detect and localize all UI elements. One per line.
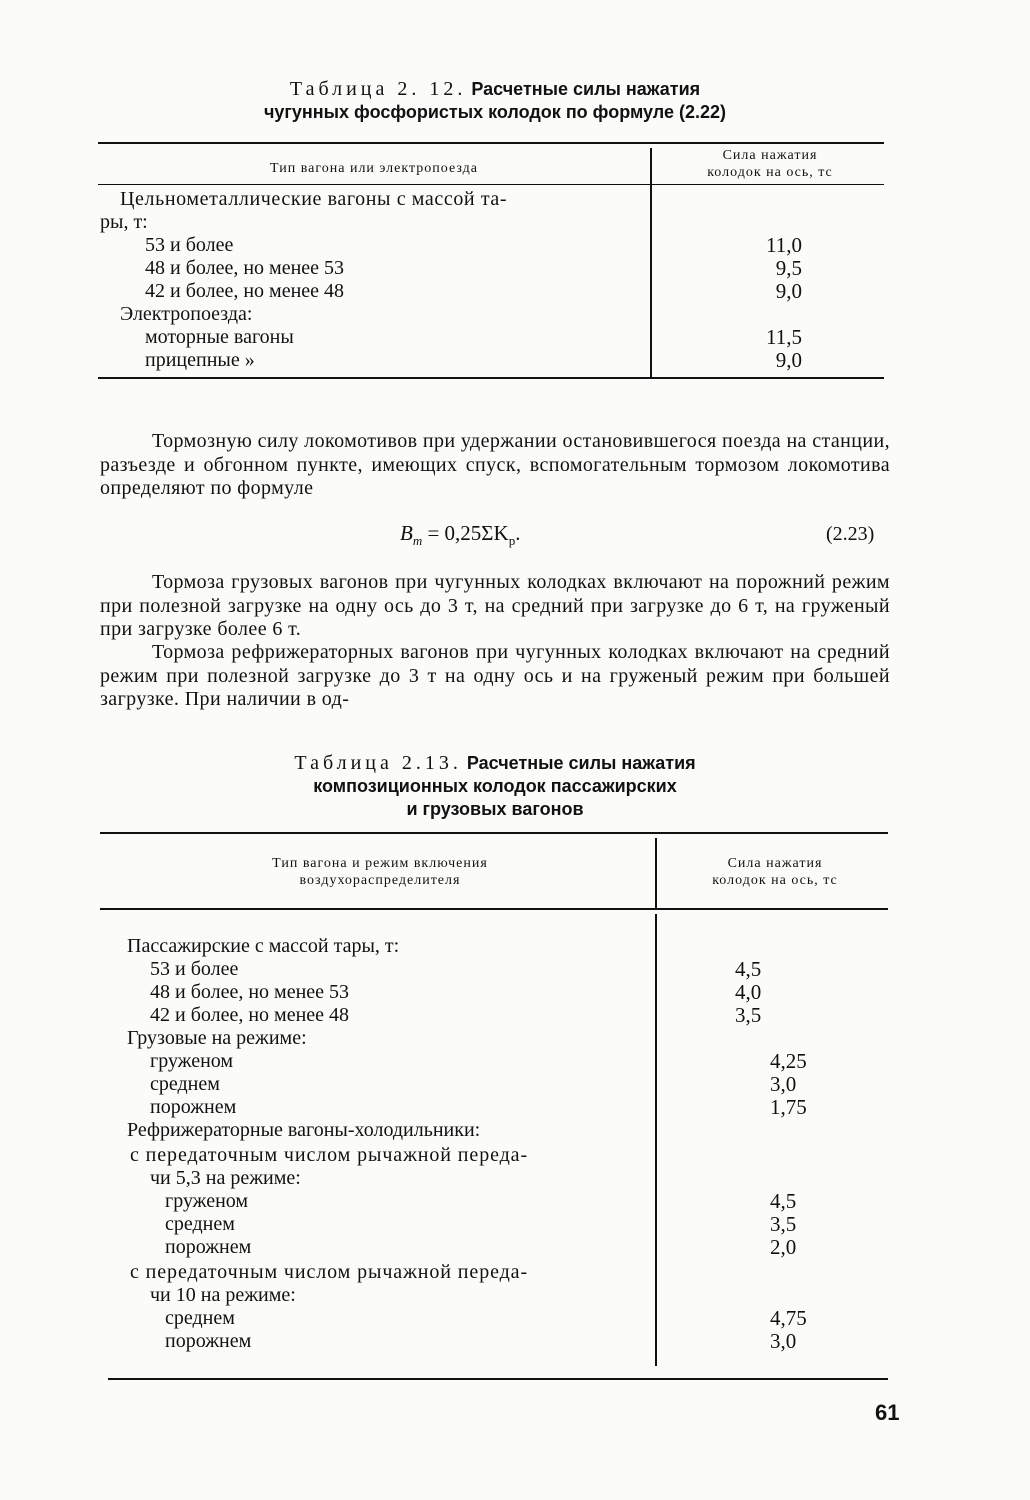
table-2-12-column-divider — [650, 148, 652, 377]
table-row-value: 9,0 — [775, 279, 802, 303]
table-row-value: 3,0 — [770, 1329, 797, 1353]
table-row-label: Электропоезда: — [120, 303, 253, 325]
table-row-value: 11,5 — [766, 325, 802, 349]
table-2-12-col2-header-line2: колодок на ось, тс — [707, 165, 833, 180]
table-row-label: Пассажирские с массой тары, т: — [127, 935, 400, 957]
table-2-13-title-line3: и грузовых вагонов — [406, 799, 584, 819]
table-2-12-title-line1: Расчетные силы нажатия — [471, 79, 701, 99]
table-row-value: 4,5 — [735, 957, 762, 981]
equation-lhs-subscript: т — [412, 533, 423, 549]
table-2-12-header-rule — [98, 184, 884, 185]
table-row-label: среднем — [165, 1307, 235, 1329]
table-row-label: с передаточным числом рычажной переда- — [130, 1261, 529, 1283]
table-row-label: Рефрижераторные вагоны-холодильники: — [127, 1119, 481, 1141]
table-row-value: 3,0 — [770, 1072, 797, 1096]
paragraph-refrigerator-wagon-modes: Тормоза рефрижераторных вагонов при чугунных колодках включают на средний режим при полезной загрузке до 3 т на одну ось и на груженый режим при большей загрузке. При наличии в од- — [100, 641, 890, 710]
table-row-label: среднем — [150, 1073, 220, 1095]
table-row-value: 3,5 — [770, 1212, 797, 1236]
paragraph-locomotive-brake-force: Тормозную силу локомотивов при удержании остановившегося поезда на станции, разъезде и обгонном пункте, имеющих спуск, вспомогательным тормозом локомотива определяют по формуле — [100, 430, 890, 499]
table-row-label: груженом — [150, 1050, 234, 1072]
table-row-label: 42 и более, но менее 48 — [145, 280, 345, 302]
table-2-12-col2-header — [655, 147, 885, 181]
table-row-value: 3,5 — [735, 1003, 762, 1027]
table-2-13-column-divider — [655, 914, 657, 1366]
table-2-13-header-rule — [100, 908, 888, 910]
table-2-12-label: Таблица 2. 12. — [289, 78, 467, 100]
table-row-value: 4,0 — [735, 980, 762, 1004]
equation-number: (2.23) — [826, 523, 875, 545]
table-row-value: 9,0 — [775, 348, 802, 372]
table-2-12-col1-header: Тип вагона или электропоезда — [270, 161, 478, 176]
equation-rhs-subscript: р — [508, 533, 516, 549]
table-2-12-bottom-rule — [98, 377, 884, 379]
table-2-13-header-divider — [655, 838, 657, 908]
table-row-label: 42 и более, но менее 48 — [150, 1004, 350, 1026]
table-row-label: прицепные » — [145, 349, 255, 371]
table-row-value: 4,5 — [770, 1189, 797, 1213]
table-2-13-col1-header — [110, 855, 650, 889]
table-row-label: чи 10 на режиме: — [150, 1284, 296, 1306]
table-row-label: 53 и более — [145, 234, 234, 256]
table-row-value: 1,75 — [770, 1095, 807, 1119]
table-2-12-title-line2: чугунных фосфористых колодок по формуле (2.22) — [263, 102, 727, 122]
table-row-label: порожнем — [150, 1096, 237, 1118]
table-row-label: среднем — [165, 1213, 235, 1235]
table-row-label: Цельнометаллические вагоны с массой та- — [120, 188, 508, 210]
table-row-value: 2,0 — [770, 1235, 797, 1259]
table-2-12-top-rule — [98, 142, 884, 144]
paragraph-freight-wagon-modes: Тормоза грузовых вагонов при чугунных колодках включают на порожний режим при полезной загрузке на одну ось до 3 т, на средний при загрузке до 6 т, на груженый при загрузке более 6 т. — [100, 571, 890, 640]
table-2-13-col2-header — [660, 855, 890, 889]
table-row-label: 48 и более, но менее 53 — [150, 981, 350, 1003]
table-row-label: с передаточным числом рычажной переда- — [130, 1144, 529, 1166]
table-row-label: груженом — [165, 1190, 249, 1212]
table-2-13-col1-header-line2: воздухораспределителя — [299, 873, 461, 888]
table-2-13-top-rule — [100, 832, 888, 834]
table-row-label: Грузовые на режиме: — [127, 1027, 307, 1049]
table-2-12-caption — [100, 78, 890, 124]
equation-2-23 — [400, 521, 520, 549]
table-row-label: моторные вагоны — [145, 326, 294, 348]
table-row-value: 4,25 — [770, 1049, 807, 1073]
page-number: 61 — [875, 1400, 900, 1425]
table-2-13-bottom-rule — [108, 1378, 888, 1380]
equation-tail: . — [515, 521, 521, 545]
equation-rhs: = 0,25ΣK — [422, 521, 509, 545]
table-row-label: порожнем — [165, 1330, 252, 1352]
equation-lhs: B — [400, 521, 413, 545]
table-2-13-caption — [100, 752, 890, 821]
table-row-value: 11,0 — [766, 233, 802, 257]
table-row-label: 48 и более, но менее 53 — [145, 257, 345, 279]
table-row-label: чи 5,3 на режиме: — [150, 1167, 301, 1189]
table-row-label: 53 и более — [150, 958, 239, 980]
table-2-13-col2-header-line1: Сила нажатия — [727, 856, 823, 871]
table-row-value: 4,75 — [770, 1306, 807, 1330]
table-2-13-col1-header-line1: Тип вагона и режим включения — [272, 856, 488, 871]
table-row-label: порожнем — [165, 1236, 252, 1258]
table-2-13-label: Таблица 2.13. — [294, 752, 462, 774]
table-2-12-col2-header-line1: Сила нажатия — [722, 148, 818, 163]
table-row-value: 9,5 — [775, 256, 802, 280]
table-2-13-title-line2: композиционных колодок пассажирских — [313, 776, 677, 796]
table-2-13-title-line1: Расчетные силы нажатия — [466, 753, 696, 773]
table-row-label: ры, т: — [100, 211, 148, 233]
table-2-13-col2-header-line2: колодок на ось, тс — [712, 873, 838, 888]
